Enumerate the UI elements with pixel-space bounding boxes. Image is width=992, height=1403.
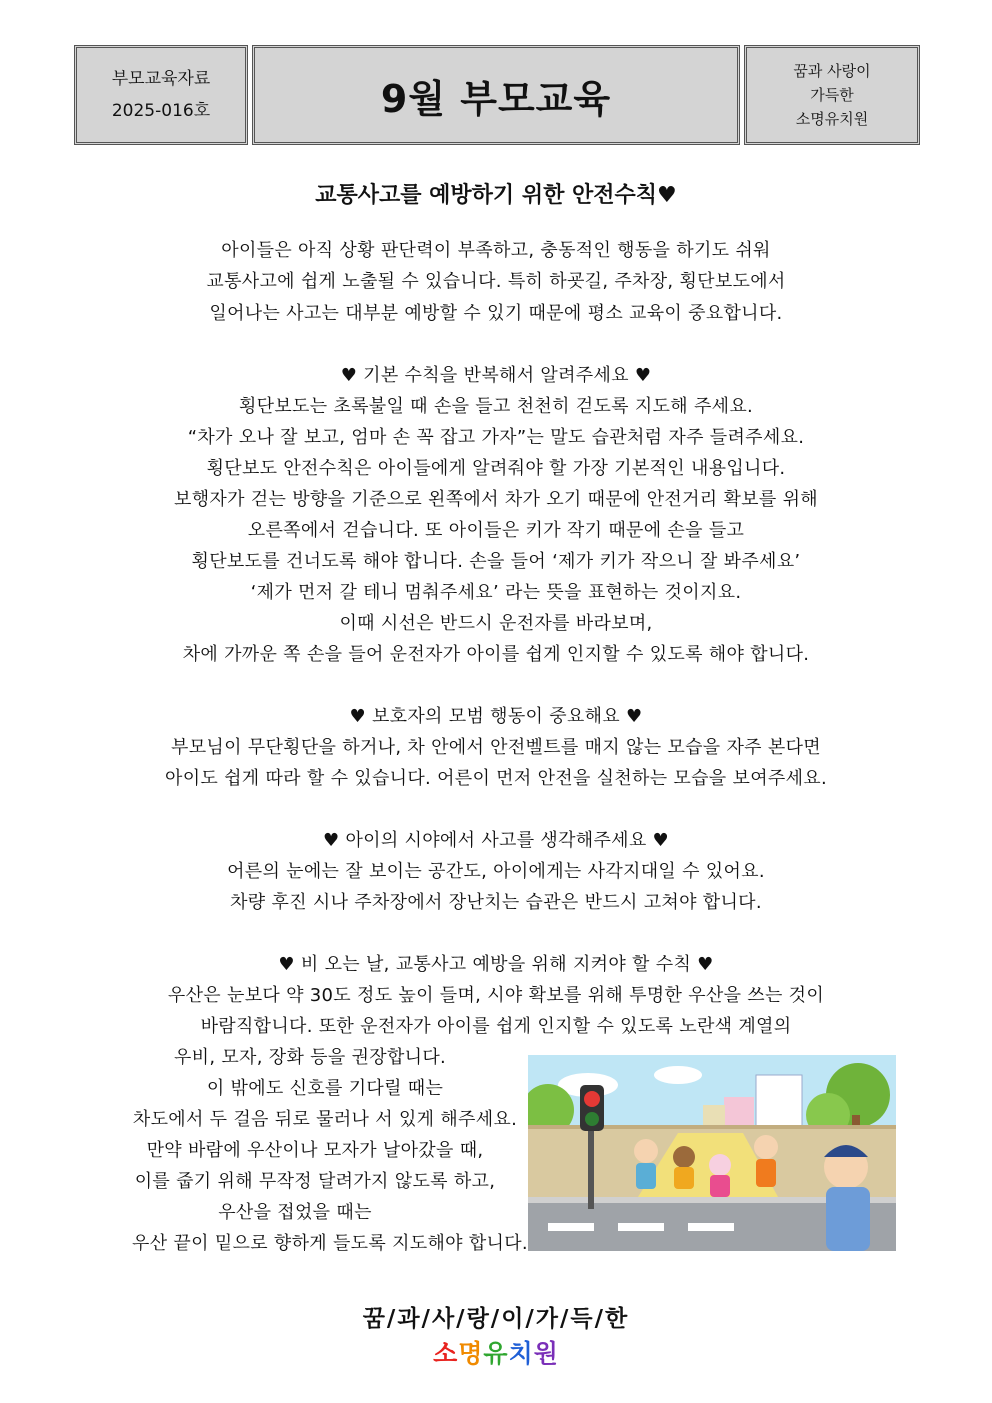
crosswalk-illustration <box>528 1055 896 1251</box>
doc-category: 부모교육자료 <box>111 69 211 89</box>
section1-line: 차에 가까운 쪽 손을 들어 운전자가 아이를 쉽게 인지할 수 있도록 해야 합니다. <box>182 644 810 665</box>
header-title: 9월 부모교육 <box>380 76 612 121</box>
doc-info-box <box>74 45 248 145</box>
school-box <box>744 45 920 145</box>
section2-heading: ♥ 보호자의 모범 행동이 중요해요 ♥ <box>349 706 643 727</box>
header-title-box <box>252 45 740 145</box>
section4-line: 차도에서 두 걸음 뒤로 물러나 서 있게 해주세요. <box>132 1109 518 1130</box>
school-name-char: 치 <box>508 1339 534 1368</box>
document-title: 교통사고를 예방하기 위한 안전수칙♥ <box>315 183 677 208</box>
intro-line: 일어나는 사고는 대부분 예방할 수 있기 때문에 평소 교육이 중요합니다. <box>209 303 783 324</box>
section3-heading: ♥ 아이의 시야에서 사고를 생각해주세요 ♥ <box>323 830 669 851</box>
school-name-char: 소 <box>433 1339 459 1368</box>
school-name-char: 유 <box>483 1339 509 1368</box>
section1-line: 횡단보도를 건너도록 해야 합니다. 손을 들어 ‘제가 키가 작으니 잘 봐주세요’ <box>191 551 801 572</box>
school-line3: 소명유치원 <box>795 110 869 128</box>
section4-line: 우비, 모자, 장화 등을 권장합니다. <box>173 1047 447 1068</box>
section2-line: 부모님이 무단횡단을 하거나, 차 안에서 안전벨트를 매지 않는 모습을 자주 본다면 <box>171 737 821 758</box>
intro-line: 아이들은 아직 상황 판단력이 부족하고, 충동적인 행동을 하기도 쉬워 <box>221 240 771 261</box>
school-line1: 꿈과 사랑이 <box>793 62 871 80</box>
section1-line: ‘제가 먼저 갈 테니 멈춰주세요’ 라는 뜻을 표현하는 것이지요. <box>250 582 742 603</box>
section4-line: 이를 줍기 위해 무작정 달려가지 않도록 하고, <box>134 1171 496 1192</box>
slogan: 꿈/과/사/랑/이/가/득/한 <box>362 1306 630 1332</box>
school-line2: 가득한 <box>810 86 854 104</box>
section3-line: 어른의 눈에는 잘 보이는 공간도, 아이에게는 사각지대일 수 있어요. <box>227 861 765 882</box>
section4-heading: ♥ 비 오는 날, 교통사고 예방을 위해 지켜야 할 수칙 ♥ <box>278 954 714 975</box>
section1-line: 오른쪽에서 걷습니다. 또 아이들은 키가 작기 때문에 손을 들고 <box>247 520 745 541</box>
school-name <box>0 1334 992 1370</box>
section4-line: 바람직합니다. 또한 운전자가 아이를 쉽게 인지할 수 있도록 노란색 계열의 <box>200 1016 792 1037</box>
section1-line: 횡단보도 안전수칙은 아이들에게 알려줘야 할 가장 기본적인 내용입니다. <box>206 458 786 479</box>
section1-line: “차가 오나 잘 보고, 엄마 손 꼭 잡고 가자”는 말도 습관처럼 자주 들려주세요. <box>187 427 805 448</box>
section1-line: 보행자가 걷는 방향을 기준으로 왼쪽에서 차가 오기 때문에 안전거리 확보를 위해 <box>174 489 818 510</box>
section3-line: 차량 후진 시나 주차장에서 장난치는 습관은 반드시 고쳐야 합니다. <box>230 892 762 913</box>
section4-line: 우산은 눈보다 약 30도 정도 높이 들며, 시야 확보를 위해 투명한 우산을 쓰는 것이 <box>167 985 825 1006</box>
section1-heading: ♥ 기본 수칙을 반복해서 알려주세요 ♥ <box>340 365 652 386</box>
doc-number: 2025-016호 <box>111 101 211 121</box>
section4-line: 이 밖에도 신호를 기다릴 때는 <box>206 1078 444 1099</box>
school-name-char: 명 <box>458 1339 484 1368</box>
section2-line: 아이도 쉽게 따라 할 수 있습니다. 어른이 먼저 안전을 실천하는 모습을 보여주세요. <box>165 768 827 789</box>
header <box>74 45 920 145</box>
section4-line: 우산 끝이 밑으로 향하게 들도록 지도해야 합니다. <box>132 1233 528 1254</box>
section4-line: 만약 바람에 우산이나 모자가 날아갔을 때, <box>146 1140 484 1161</box>
section1-line: 횡단보도는 초록불일 때 손을 들고 천천히 걷도록 지도해 주세요. <box>238 396 754 417</box>
section4-line: 우산을 접었을 때는 <box>218 1202 372 1223</box>
intro-line: 교통사고에 쉽게 노출될 수 있습니다. 특히 하굣길, 주차장, 횡단보도에서 <box>206 271 786 292</box>
school-name-char: 원 <box>533 1339 559 1368</box>
section1-line: 이때 시선은 반드시 운전자를 바라보며, <box>339 613 653 634</box>
